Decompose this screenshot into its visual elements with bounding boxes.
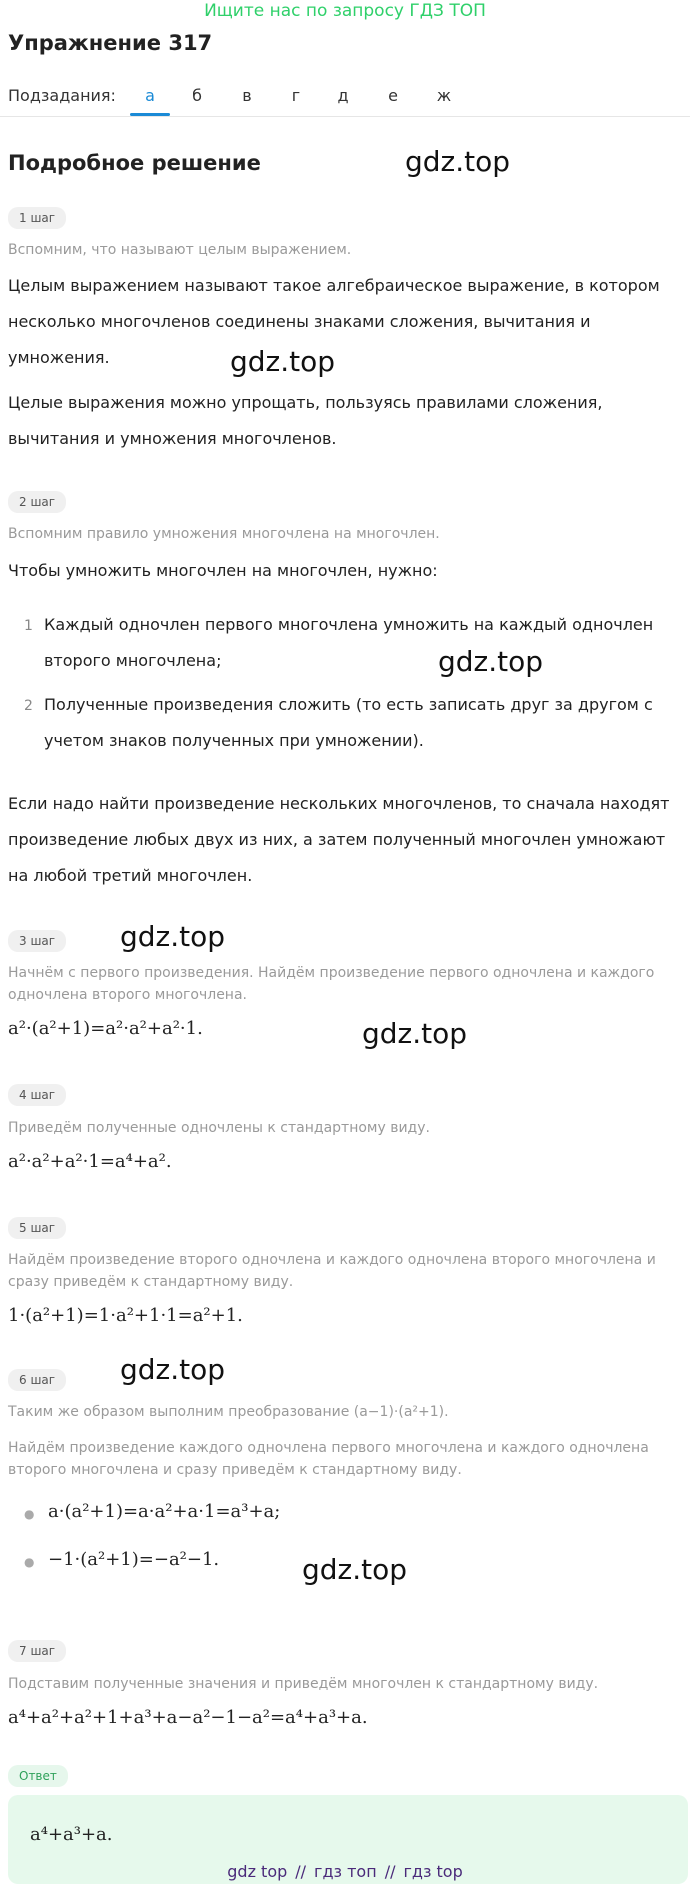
subtasks-bar: [0, 82, 690, 117]
paragraph: Целые выражения можно упрощать, пользуясь правилами сложения, вычитания и умножения многочленов.: [8, 393, 603, 448]
step-hint: Найдём произведение второго одночлена и каждого одночлена второго многочлена и сразу приведём к стандартному виду.: [8, 1252, 656, 1290]
list-item: Полученные произведения сложить (то есть записать друг за другом с учетом знаков полученных при умножении).: [44, 695, 653, 750]
footer-separator: //: [295, 1862, 307, 1881]
answer-badge: Ответ: [8, 1765, 68, 1787]
tab-v[interactable]: в: [242, 86, 252, 105]
list-number: 2: [24, 698, 33, 714]
formula: a·(a²+1)=a·a²+a·1=a³+a;: [48, 1501, 281, 1522]
bullet: ●: [24, 1507, 35, 1521]
formula: −1·(a²+1)=−a²−1.: [48, 1549, 220, 1570]
bullet: ●: [24, 1555, 35, 1569]
footer-separator: //: [384, 1862, 396, 1881]
tab-d[interactable]: д: [337, 86, 349, 105]
solution-title: Подробное решение: [8, 151, 261, 175]
watermark: gdz.top: [362, 1017, 468, 1050]
step-badge: 2 шаг: [8, 491, 66, 513]
footer-link[interactable]: гдз топ: [314, 1862, 377, 1881]
step-hint: Приведём полученные одночлены к стандартному виду.: [8, 1120, 430, 1136]
step-hint: Вспомним правило умножения многочлена на многочлен.: [8, 526, 440, 542]
step-badge: 1 шаг: [8, 207, 66, 229]
watermark: gdz.top: [405, 145, 511, 178]
list-number: 1: [24, 618, 33, 634]
formula: a²·(a²+1)=a²·a²+a²·1.: [8, 1018, 203, 1039]
list-item: Каждый одночлен первого многочлена умножить на каждый одночлен второго многочлена;: [44, 615, 654, 670]
watermark: gdz.top: [120, 920, 226, 953]
step-badge: 6 шаг: [8, 1369, 66, 1391]
page-title: Упражнение 317: [8, 31, 213, 55]
watermark: gdz.top: [120, 1353, 226, 1386]
formula: a⁴+a²+a²+1+a³+a−a²−1−a²=a⁴+a³+a.: [8, 1707, 368, 1728]
tab-b[interactable]: б: [192, 86, 202, 105]
watermark: gdz.top: [230, 345, 336, 378]
footer-link[interactable]: гдз top: [403, 1862, 463, 1881]
step-badge: 4 шаг: [8, 1084, 66, 1106]
tab-e[interactable]: е: [388, 86, 398, 105]
watermark: gdz.top: [302, 1553, 408, 1586]
tab-a[interactable]: а: [145, 86, 155, 105]
formula: 1·(a²+1)=1·a²+1·1=a²+1.: [8, 1305, 243, 1326]
formula: a²·a²+a²·1=a⁴+a².: [8, 1151, 172, 1172]
step-badge: 5 шаг: [8, 1217, 66, 1239]
step-badge: 3 шаг: [8, 930, 66, 952]
step-hint: Найдём произведение каждого одночлена первого многочлена и каждого одночлена второго многочлена и сразу приведём к стандартному виду.: [8, 1440, 649, 1478]
step-badge: 7 шаг: [8, 1640, 66, 1662]
active-tab-indicator: [130, 113, 170, 116]
answer-formula: a⁴+a³+a.: [30, 1824, 113, 1845]
step-hint: Подставим полученные значения и приведём многочлен к стандартному виду.: [8, 1676, 599, 1692]
step-hint: Вспомним, что называют целым выражением.: [8, 242, 352, 258]
watermark: gdz.top: [438, 645, 544, 678]
paragraph: Целым выражением называют такое алгебраическое выражение, в котором несколько многочленов соединены знаками сложения, вычитания и умножения.: [8, 276, 660, 367]
paragraph: Чтобы умножить многочлен на многочлен, нужно:: [8, 561, 438, 580]
step-hint: Таким же образом выполним преобразование (a−1)·(a²+1).: [8, 1404, 449, 1420]
subtasks-label: Подзадания:: [8, 86, 116, 105]
paragraph: Если надо найти произведение нескольких многочленов, то сначала находят произведение любых двух из них, а затем полученный многочлен умножают на любой третий многочлен.: [8, 794, 670, 885]
tab-zh[interactable]: ж: [436, 86, 452, 105]
step-hint: Начнём с первого произведения. Найдём произведение первого одночлена и каждого одночлена второго многочлена.: [8, 965, 655, 1003]
footer-links: [0, 1862, 690, 1881]
footer-link[interactable]: gdz top: [227, 1862, 288, 1881]
promo-banner[interactable]: Ищите нас по запросу ГДЗ ТОП: [204, 1, 486, 21]
tab-g[interactable]: г: [291, 86, 301, 105]
